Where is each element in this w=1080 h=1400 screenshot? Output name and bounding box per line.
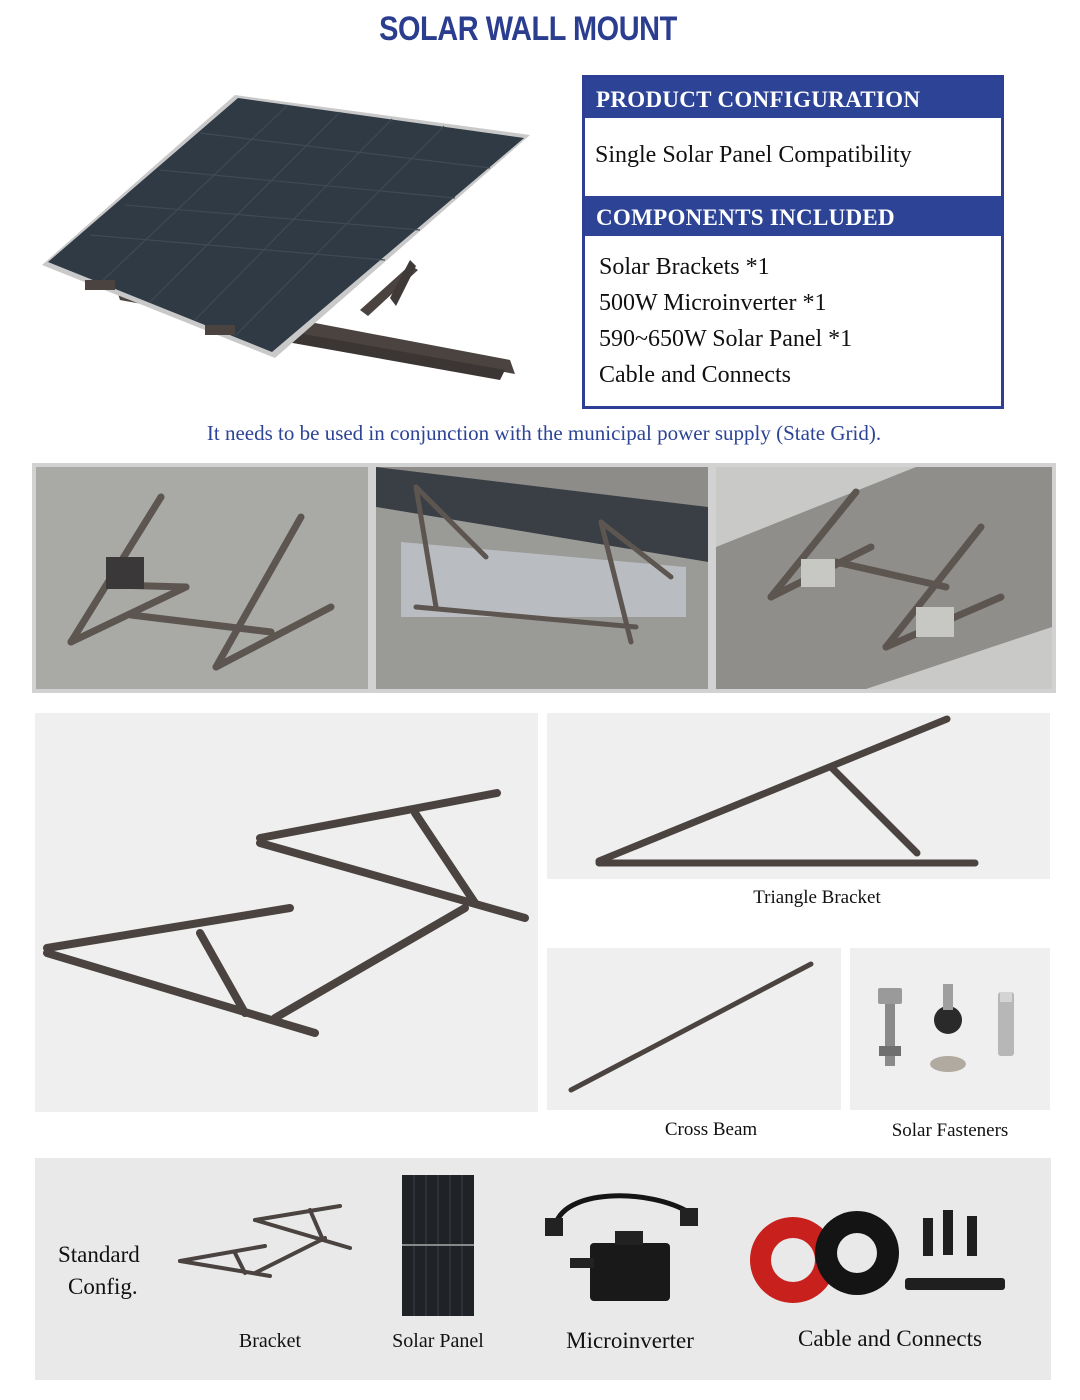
product-configuration-box: [582, 75, 1004, 409]
grid-usage-note: It needs to be used in conjunction with the municipal power supply (State Grid).: [206, 421, 882, 445]
component-item: Cable and Connects: [599, 362, 791, 388]
cross-beam-caption: Cross Beam: [664, 1119, 758, 1140]
microinverter-thumbnail: [540, 1183, 710, 1313]
components-included-heading: COMPONENTS INCLUDED: [585, 196, 1001, 236]
installation-photo-1: [32, 463, 372, 693]
triangle-bracket-image: [547, 713, 1050, 879]
solar-fasteners-caption: Solar Fasteners: [891, 1120, 1009, 1141]
standard-config-label-line2: Config.: [68, 1274, 138, 1299]
bracket-thumbnail: [175, 1198, 355, 1278]
hero-solar-panel-image: [30, 80, 550, 380]
cable-and-connects-label: Cable and Connects: [798, 1326, 982, 1351]
solar-fasteners-image: [850, 948, 1050, 1110]
component-item: 500W Microinverter *1: [599, 290, 827, 316]
triangle-bracket-caption: Triangle Bracket: [753, 887, 881, 908]
standard-config-panel: [35, 1158, 1051, 1380]
bracket-label: Bracket: [238, 1330, 302, 1352]
page-title: SOLAR WALL MOUNT: [379, 10, 677, 48]
bracket-assembly-image: [35, 713, 538, 1112]
cross-beam-image: [547, 948, 841, 1110]
microinverter-label: Microinverter: [566, 1328, 694, 1353]
cable-and-connects-thumbnail: [745, 1208, 1035, 1318]
component-item: Solar Brackets *1: [599, 254, 770, 280]
product-configuration-value: Single Solar Panel Compatibility: [595, 142, 912, 168]
standard-config-label-line1: Standard: [58, 1242, 140, 1267]
installation-photo-3: [712, 463, 1056, 693]
installation-photo-2: [372, 463, 712, 693]
component-item: 590~650W Solar Panel *1: [599, 326, 853, 352]
solar-panel-label: Solar Panel: [392, 1330, 484, 1352]
solar-panel-thumbnail: [402, 1175, 474, 1316]
product-configuration-heading: PRODUCT CONFIGURATION: [585, 78, 1001, 118]
